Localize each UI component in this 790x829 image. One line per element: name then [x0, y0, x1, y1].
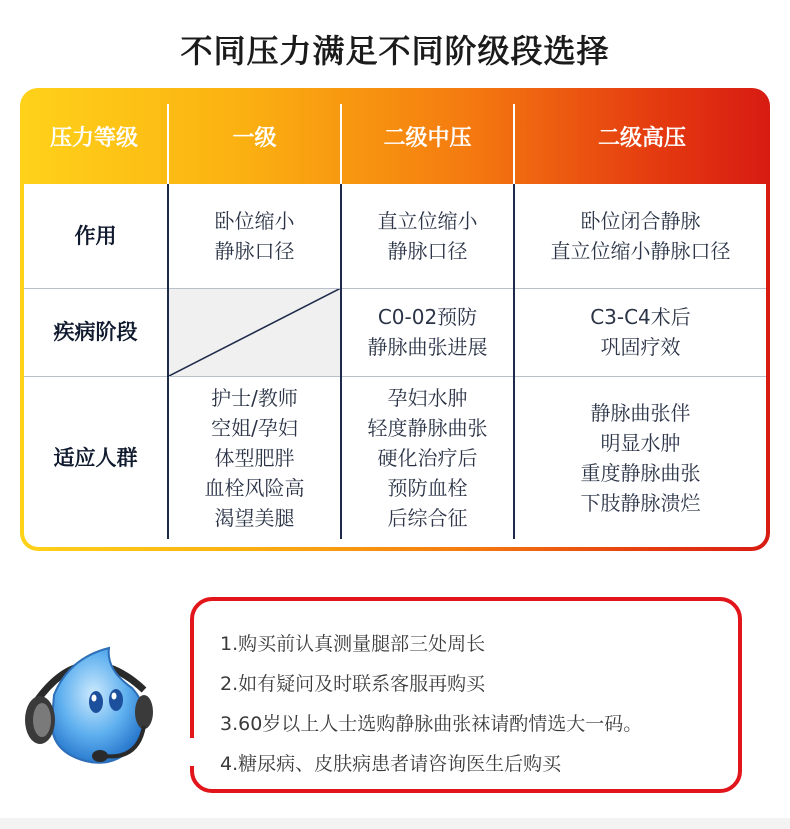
header-level-1: 一级	[232, 125, 277, 151]
customer-service-mascot-icon	[14, 640, 179, 775]
footer-strip	[0, 818, 790, 829]
header-level-2-medium: 二级中压	[383, 125, 472, 151]
cell-function-level-1: 卧位缩小 静脉口径	[214, 209, 295, 263]
row-label-function: 作用	[74, 224, 117, 248]
cell-group-level-1: 护士/教师 空姐/孕妇 体型肥胖 血栓风险高 渴望美腿	[204, 385, 305, 530]
purchase-notes-bubble	[190, 597, 742, 793]
cell-function-level-2-medium: 直立位缩小 静脉口径	[377, 209, 478, 263]
row-label-target-group: 适应人群	[53, 445, 138, 470]
page-title: 不同压力满足不同阶级段选择	[180, 32, 610, 70]
cell-stage-level-2-high: C3-C4术后 巩固疗效	[590, 305, 691, 359]
diagonal-line	[169, 288, 341, 376]
pressure-comparison-table	[20, 88, 770, 551]
note-item: 2.如有疑问及时联系客服再购买	[220, 673, 486, 695]
cell-group-level-2-high: 静脉曲张伴 明显水肿 重度静脉曲张 下肢静脉溃烂	[580, 400, 701, 515]
cell-stage-level-2-medium: C0-02预防 静脉曲张进展	[367, 305, 488, 359]
row-label-disease-stage: 疾病阶段	[53, 320, 138, 344]
note-item: 3.60岁以上人士选购静脉曲张袜请酌情选大一码。	[220, 713, 643, 735]
header-divider	[167, 104, 169, 184]
note-item: 4.糖尿病、皮肤病患者请咨询医生后购买	[220, 753, 562, 775]
header-level-2-high: 二级高压	[597, 125, 686, 151]
header-pressure-level: 压力等级	[49, 125, 138, 151]
cell-group-level-2-medium: 孕妇水肿 轻度静脉曲张 硬化治疗后 预防血栓 后综合征	[367, 385, 488, 530]
note-item: 1.购买前认真测量腿部三处周长	[220, 633, 486, 655]
cell-function-level-2-high: 卧位闭合静脉 直立位缩小静脉口径	[550, 209, 731, 263]
empty-cell	[169, 288, 341, 376]
header-divider	[340, 104, 342, 184]
table-body	[24, 184, 766, 547]
header-divider	[513, 104, 515, 184]
bubble-tail-joint	[189, 738, 195, 766]
